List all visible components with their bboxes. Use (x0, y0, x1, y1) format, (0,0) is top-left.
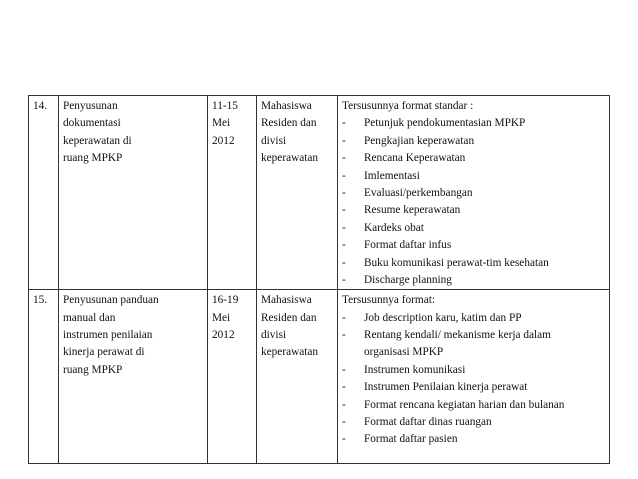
result-item: Job description karu, katim dan PP (364, 311, 522, 324)
time-line: 11-15 (212, 100, 238, 112)
list-item (342, 362, 606, 379)
dash-bullet: - (342, 398, 346, 411)
result-cell (338, 290, 610, 464)
time-cell (208, 290, 257, 464)
result-heading: Tersusunnya format standar : (342, 100, 474, 112)
result-item: Imlementasi (364, 169, 420, 182)
activity-table (28, 95, 610, 464)
executor-line: keperawatan (261, 346, 319, 359)
activity-line: Penyusunan panduan (63, 294, 159, 307)
executor-line: Residen dan (261, 117, 317, 130)
dash-bullet: - (342, 329, 346, 342)
dash-bullet: - (342, 363, 346, 376)
executor-line: divisi (261, 329, 287, 342)
list-item (342, 133, 606, 150)
time-line: Mei (212, 117, 231, 130)
list-item (342, 168, 606, 185)
list-item (342, 202, 606, 219)
list-item (342, 237, 606, 254)
dash-bullet: - (342, 152, 346, 165)
dash-bullet: - (342, 273, 346, 286)
result-list (342, 310, 606, 449)
list-item (342, 397, 606, 414)
list-item (342, 115, 606, 132)
activity-cell (59, 290, 208, 464)
dash-bullet: - (342, 134, 346, 147)
dash-bullet: - (342, 186, 346, 199)
activity-line: kinerja perawat di (63, 346, 145, 359)
list-item (342, 310, 606, 327)
row-number-cell (29, 96, 59, 290)
result-item: Petunjuk pendokumentasian MPKP (364, 117, 526, 130)
dash-bullet: - (342, 433, 346, 446)
result-item: Rencana Keperawatan (364, 152, 466, 165)
result-item: Discharge planning (364, 273, 452, 286)
dash-bullet: - (342, 256, 346, 269)
activity-line: manual dan (63, 311, 116, 324)
executor-line: divisi (261, 134, 287, 147)
dash-bullet: - (342, 239, 346, 252)
list-item (342, 150, 606, 167)
time-line: 16-19 (212, 294, 239, 307)
activity-line: ruang MPKP (63, 152, 123, 165)
executor-cell (257, 290, 338, 464)
result-item: Instrumen Penilaian kinerja perawat (364, 381, 528, 394)
result-item: Format daftar pasien (364, 433, 458, 446)
time-line: 2012 (212, 134, 235, 147)
result-list (342, 115, 606, 289)
activity-line: ruang MPKP (63, 363, 123, 376)
row-number-cell (29, 290, 59, 464)
result-item: organisasi MPKP (364, 346, 444, 359)
dash-bullet: - (342, 117, 346, 130)
result-item: Instrumen komunikasi (364, 363, 466, 376)
result-cell (338, 96, 610, 290)
executor-line: Mahasiswa (261, 100, 312, 112)
result-item: Format rencana kegiatan harian dan bulanan (364, 398, 565, 411)
activity-line: dokumentasi (63, 117, 121, 130)
executor-line: Residen dan (261, 311, 317, 324)
result-heading: Tersusunnya format: (342, 294, 436, 307)
result-item: Buku komunikasi perawat-tim kesehatan (364, 256, 549, 269)
result-item: Evaluasi/perkembangan (364, 186, 473, 199)
activity-line: instrumen penilaian (63, 329, 153, 342)
list-item (342, 220, 606, 237)
dash-bullet: - (342, 204, 346, 217)
table-row (29, 96, 610, 290)
result-item: Pengkajian keperawatan (364, 134, 475, 147)
result-item: Kardeks obat (364, 221, 424, 234)
result-item: Rentang kendali/ mekanisme kerja dalam (364, 329, 551, 342)
result-item: Format daftar dinas ruangan (364, 416, 492, 429)
row-number: 14. (33, 100, 48, 112)
activity-cell (59, 96, 208, 290)
result-item: Format daftar infus (364, 239, 452, 252)
table-row (29, 290, 610, 464)
list-item-continuation (342, 344, 606, 361)
executor-line: Mahasiswa (261, 294, 312, 307)
dash-bullet: - (342, 221, 346, 234)
time-line: Mei (212, 311, 231, 324)
executor-line: keperawatan (261, 152, 319, 165)
list-item (342, 414, 606, 431)
row-number: 15. (33, 294, 48, 307)
list-item (342, 185, 606, 202)
activity-line: Penyusunan (63, 100, 118, 112)
time-cell (208, 96, 257, 290)
dash-bullet: - (342, 416, 346, 429)
list-item (342, 272, 606, 289)
list-item (342, 327, 606, 344)
list-item (342, 431, 606, 448)
dash-bullet: - (342, 169, 346, 182)
activity-line: keperawatan di (63, 134, 132, 147)
time-line: 2012 (212, 329, 235, 342)
list-item (342, 379, 606, 396)
list-item (342, 255, 606, 272)
result-item: Resume keperawatan (364, 204, 461, 217)
dash-bullet: - (342, 381, 346, 394)
executor-cell (257, 96, 338, 290)
dash-bullet: - (342, 311, 346, 324)
